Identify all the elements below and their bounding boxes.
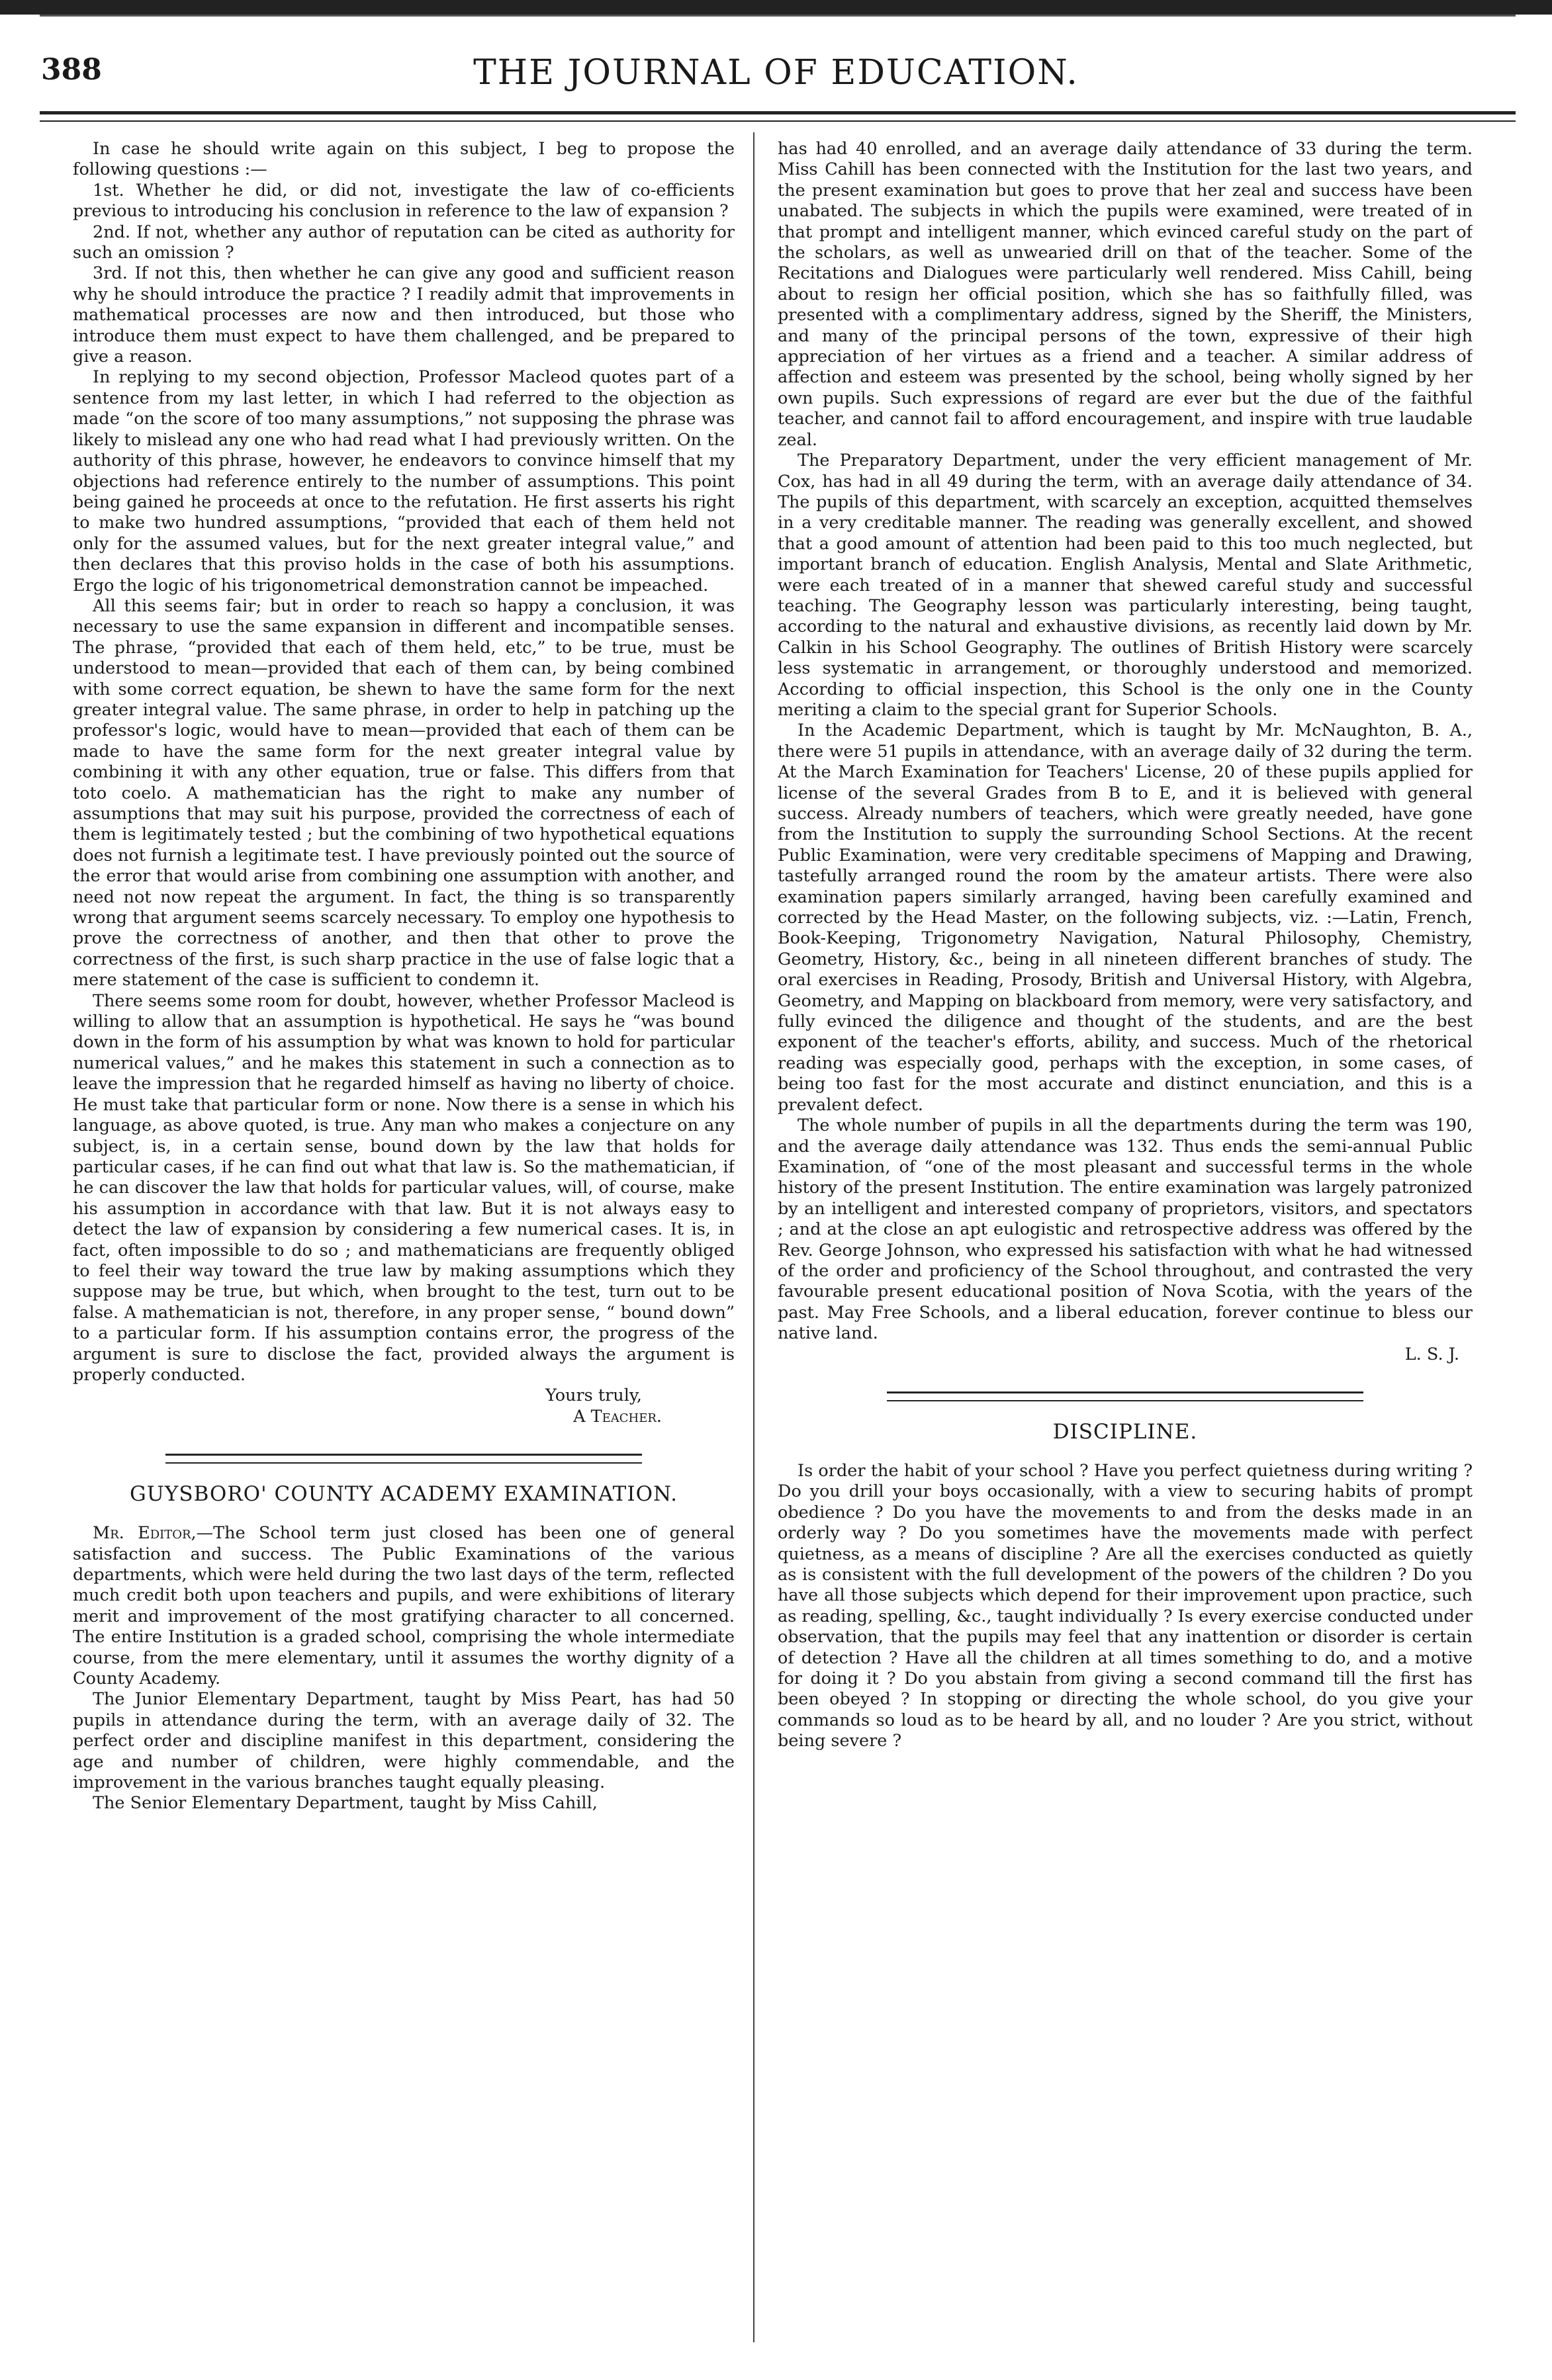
discipline-article — [778, 1420, 1473, 1752]
section-separator — [165, 1454, 642, 1464]
guysboro-heading: GUYSBORO' COUNTY ACADEMY EXAMINATION. — [129, 1482, 678, 1507]
discipline-heading: DISCIPLINE. — [1052, 1419, 1198, 1444]
section-separator — [887, 1391, 1363, 1401]
article-paragraph: has had 40 enrolled, and an average daily attendance of 33 during the term. Miss Cahill has been connected with the Institution for the last two years, and the present examination but goes to prove that her zeal and success have been unabated. The subjects in which the pupils were examined, were treated of in that prompt and intelligent manner, which evinced careful study on the part of the scholars, as well as unwearied drill on that of the teacher. Some of the Recitations and Dialogues were particularly well rendered. Miss Cahill, being about to resign her official position, which she has so faithfully filled, was presented with a complimentary address, signed by the Sheriff, the Ministers, and many of the principal persons of the town, expressive of their high appreciation of her virtues as a friend and a teacher. A similar address of affection and esteem was presented by the school, being wholly signed by her own pupils. Such expressions of regard are ever but the due of the faithful teacher, and cannot fail to afford encouragement, and inspire with true laudable zeal. — [778, 139, 1473, 450]
letter-paragraph: 1st. Whether he did, or did not, investigate the law of co-efficients previous to introducing his conclusion in reference to the law of expansion ? — [73, 180, 735, 222]
letter-signature: A Teacher. — [573, 1406, 662, 1427]
journal-title: THE JOURNAL OF EDUCATION. — [473, 53, 1079, 93]
discipline-paragraph: Is order the habit of your school ? Have you perfect quietness during writing ? Do you drill your boys occasionally, with a view to securing habits of prompt obedience ? Do you have the movements to and from the desks made in an orderly way ? Do you sometimes have the movements made with perfect quietness, as a means of discipline ? Are all the exercises conducted as quietly as is consistent with the full development of the powers of the children ? Do you have all those subjects which depend for their improvement upon practice, such as reading, spelling, &c., taught individually ? Is every exercise conducted under observation, that the pupils may feel that any inattention or disorder is certain of detection ? Have all the children at all times something to do, and a motive for doing it ? Do you abstain from giving a second command till the first has been obeyed ? In stopping or directing the whole school, do you give your commands so loud as to be heard by all, and no louder ? Are you strict, without being severe ? — [778, 1460, 1473, 1751]
article-paragraph: The whole number of pupils in all the departments during the term was 190, and the average daily attendance was 132. Thus ends the semi-annual Public Examination, of “one of the most pleasant and successful terms in the whole history of the present Institution. The entire examination was largely patronized by an intelligent and interested company of proprietors, visitors, and spectators ; and at the close an apt eulogistic and retrospective address was offered by the Rev. George Johnson, who expressed his satisfaction with what he had witnessed of the order and proficiency of the School throughout, and contrasted the very favourable present educational position of Nova Scotia, with the years of the past. May Free Schools, and a liberal education, forever continue to bless our native land. — [778, 1116, 1473, 1344]
guysboro-article — [73, 1482, 735, 1814]
letter-article — [73, 139, 735, 1427]
article-paragraph: In the Academic Department, which is taught by Mr. McNaughton, B. A., there were 51 pupils in attendance, with an average daily of 32 during the term. At the March Examination for Teachers' License, 20 of these pupils applied for license of the several Grades from B to E, and it is believed with general success. Already numbers of teachers, which were greatly needed, have gone from the Institution to supply the surrounding School Sections. At the recent Public Examination, were very creditable specimens of Mapping and Drawing, tastefully arranged round the room by the amateur artists. There were also examination papers similarly arranged, having been carefully examined and corrected by the Head Master, on the following subjects, viz. :—Latin, French, Book-Keeping, Trigonometry Navigation, Natural Philosophy, Chemistry, Geometry, History, &c., being in all nineteen different branches of study. The oral exercises in Reading, Prosody, British and Universal History, with Algebra, Geometry, and Mapping on blackboard from memory, were very satisfactory, and fully evinced the diligence and thought of the students, and are the best exponent of the teacher's efforts, ability, and success. Much of the rhetorical reading was especially good, perhaps with the exception, in some cases, of being too fast for the most accurate and distinct enunciation, and this is a prevalent defect. — [778, 721, 1473, 1115]
article-initials: L. S. J. — [1404, 1344, 1459, 1364]
letter-paragraph: 2nd. If not, whether any author of reputation can be cited as authority for such an omission ? — [73, 222, 735, 263]
column-divider — [753, 132, 754, 2342]
article-paragraph: The Junior Elementary Department, taught by Miss Peart, has had 50 pupils in attendance during the term, with an average daily of 32. The perfect order and discipline manifest in this department, considering the age and number of children, were highly commendable, and the improvement in the various branches taught equally pleasing. — [73, 1689, 735, 1793]
letter-paragraph: All this seems fair; but in order to reach so happy a conclusion, it was necessary to use the same expansion in different and incompatible senses. The phrase, “provided that each of them held, etc,” to be true, must be understood to mean—provided that each of them can, by being combined with some correct equation, be shewn to have the same form for the next greater integral value. The same phrase, in order to help in patching up the professor's logic, would have to mean—provided that each of them can be made to have the same form for the next greater integral value by combining it with any other equation, true or false. This differs from that toto coelo. A mathematician has the right to make any number of assumptions that may suit his purpose, provided the correctness of each of them is legitimately tested ; but the combining of two hypothetical equations does not furnish a legitimate test. I have previously pointed out the source of the error that would arise from combining one assumption with another, and need not now repeat the argument. In fact, the thing is so transparently wrong that argument seems scarcely necessary. To employ one hypothesis to prove the correctness of another, and then that other to prove the correctness of the first, is such sharp practice in the use of false logic that a mere statement of the case is sufficient to condemn it. — [73, 595, 735, 991]
header-rule-thick — [40, 111, 1516, 114]
article-paragraph: The Senior Elementary Department, taught by Miss Cahill, — [93, 1793, 598, 1814]
letter-paragraph: In replying to my second objection, Professor Macleod quotes part of a sentence from my last letter, in which I had referred to the objection as made “on the score of too many assumptions,” not supposing the phrase was likely to mislead any one who had read what I had previously written. On the authority of this phrase, however, he endeavors to convince himself that my objections had reference entirely to the number of assumptions. This point being gained he proceeds at once to the refutation. He first asserts his right to make two hundred assumptions, “provided that each of them held not only for the assumed values, but for the next greater integral value,” and then declares that this proviso holds in the case of both his assumptions. Ergo the logic of his trigonometrical demonstration cannot be impeached. — [73, 367, 735, 595]
article-paragraph: The Preparatory Department, under the very efficient management of Mr. Cox, has had in all 49 during the term, with an average daily attendance of 34. The pupils of this department, with scarcely an exception, acquitted themselves in a very creditable manner. The reading was generally excellent, and showed that a good amount of attention had been paid to this too much neglected, but important branch of education. English Analysis, Mental and Slate Arithmetic, were each treated of in a manner that shewed careful study and successful teaching. The Geography lesson was particularly interesting, being taught, according to the natural and exhaustive divisions, as recently laid down by Mr. Calkin in his School Geography. The outlines of British History were scarcely less systematic in arrangement, or thoroughly understood and memorized. According to official inspection, this School is the only one in the County meriting a claim to the special grant for Superior Schools. — [778, 451, 1473, 720]
salutation: Mr. Editor, — [93, 1523, 197, 1544]
header-rule-thin — [40, 120, 1516, 122]
letter-paragraph: 3rd. If not this, then whether he can give any good and sufficient reason why he should introduce the practice ? I readily admit that improvements in mathematical processes are now and then introduced, but those who introduce them must expect to have them challenged, and be prepared to give a reason. — [73, 263, 735, 367]
right-column — [778, 139, 1473, 2342]
guysboro-article-continued — [778, 139, 1473, 1365]
letter-paragraph: There seems some room for doubt, however, whether Professor Macleod is willing to allow that an assumption is hypothetical. He says he “was bound down in the form of his assumption by what was known to hold for particular numerical values,” and he makes this statement in such a connection as to leave the impression that he regarded himself as having no liberty of choice. He must take that particular form or none. Now there is a sense in which his language, as above quoted, is true. Any man who makes a conjecture on any subject, is, in a certain sense, bound down by the law that holds for particular cases, if he can find out what that law is. So the mathematician, if he can discover the law that holds for particular values, will, of course, make his assumption in accordance with that law. But it is not always easy to detect the law of expansion by considering a few numerical cases. It is, in fact, often impossible to do so ; and mathematicians are frequently obliged to feel their way toward the true law by making assumptions which they suppose may be true, but which, when brought to the test, turn out to be false. A mathematician is not, therefore, in any proper sense, “ bound down” to a particular form. If his assumption contains error, the progress of the argument is sure to disclose the fact, provided always the argument is properly conducted. — [73, 991, 735, 1385]
scan-top-edge-line — [40, 15, 1516, 17]
letter-closing: Yours truly, — [545, 1386, 642, 1406]
page-number: 388 — [41, 53, 102, 87]
article-paragraph: —The School term just closed has been one of general satisfaction and success. The Public Examinations of the various departments, which were held during the two last days of the term, reflected much credit both upon teachers and pupils, and were exhibitions of literary merit and improvement of the most gratifying character to all concerned. The entire Institution is a graded school, comprising the whole intermediate course, from the mere elementary, until it assumes the worthy dignity of a County Academy. — [73, 1523, 735, 1689]
left-column — [73, 139, 735, 2342]
letter-paragraph: In case he should write again on this subject, I beg to propose the following questions :— — [73, 139, 735, 180]
scan-top-edge — [0, 0, 1552, 15]
